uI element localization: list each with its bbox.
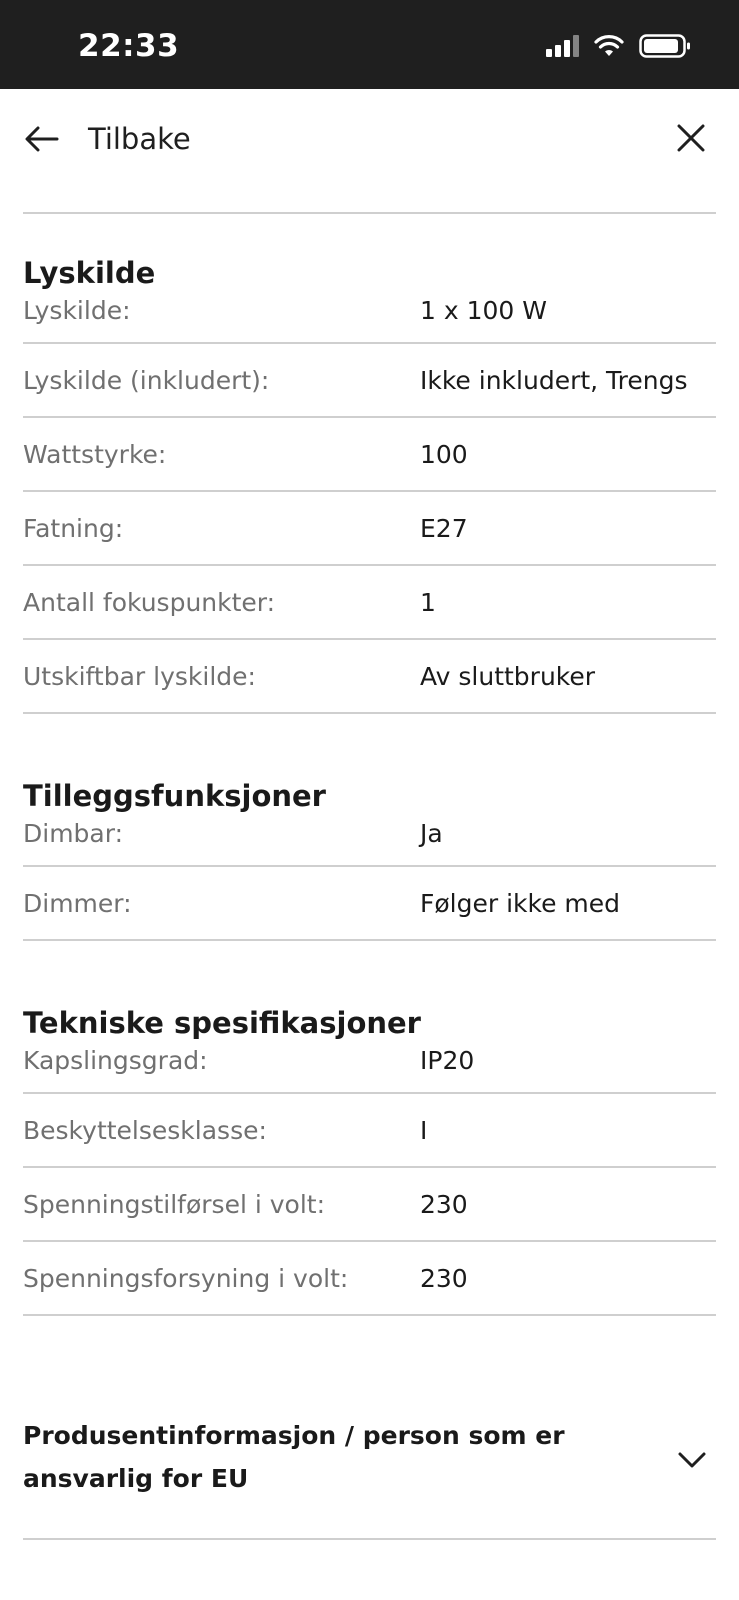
spec-label: Antall fokuspunkter: <box>23 587 276 617</box>
spec-value: Av sluttbruker <box>420 661 596 691</box>
section-lyskilde <box>23 250 716 714</box>
close-icon <box>673 120 709 156</box>
spec-row <box>23 867 716 941</box>
spec-row <box>23 296 716 344</box>
spec-label: Spenningstilførsel i volt: <box>23 1189 326 1219</box>
spec-value: Ja <box>420 819 443 848</box>
status-icons <box>546 34 691 58</box>
back-label[interactable]: Tilbake <box>88 122 191 156</box>
spec-value: 100 <box>420 439 468 469</box>
spec-label: Utskiftbar lyskilde: <box>23 661 256 691</box>
spec-row <box>23 418 716 492</box>
spec-label: Spenningsforsyning i volt: <box>23 1263 349 1293</box>
signal-icon <box>546 35 579 57</box>
spec-label: Beskyttelsesklasse: <box>23 1115 267 1145</box>
arrow-left-icon <box>25 126 59 152</box>
spec-value: Ikke inkludert, Trengs <box>420 365 688 395</box>
section-tekniske-spesifikasjoner <box>23 1000 716 1316</box>
battery-icon <box>639 34 691 58</box>
spec-row <box>23 1094 716 1168</box>
spec-value: I <box>420 1115 428 1145</box>
status-bar <box>0 0 739 89</box>
section-title: Tekniske spesifikasjoner <box>23 1006 421 1040</box>
spec-value: Følger ikke med <box>420 888 621 918</box>
spec-label: Lyskilde (inkludert): <box>23 365 270 395</box>
close-button[interactable] <box>673 120 709 156</box>
spec-row <box>23 1046 716 1094</box>
wifi-icon <box>593 34 625 58</box>
section-title: Lyskilde <box>23 256 156 290</box>
manufacturer-accordion[interactable] <box>23 1400 716 1540</box>
clipped-row <box>23 169 716 214</box>
spec-label: Lyskilde: <box>23 296 131 325</box>
back-button[interactable] <box>22 119 62 159</box>
spec-row <box>23 1242 716 1316</box>
spec-value: E27 <box>420 513 468 543</box>
spec-value: 1 x 100 W <box>420 296 547 325</box>
accordion-title[interactable]: Produsentinformasjon / person som er ansvarlig for EU <box>23 1421 565 1493</box>
spec-label: Fatning: <box>23 513 124 543</box>
spec-label: Wattstyrke: <box>23 439 167 469</box>
spec-row <box>23 344 716 418</box>
spec-row <box>23 640 716 714</box>
spec-row <box>23 1168 716 1242</box>
nav-header <box>0 89 739 179</box>
spec-value: 230 <box>420 1263 468 1293</box>
spec-row <box>23 566 716 640</box>
spec-label: Dimmer: <box>23 888 132 918</box>
section-title: Tilleggsfunksjoner <box>23 779 326 813</box>
spec-label: Kapslingsgrad: <box>23 1046 208 1075</box>
spec-row <box>23 492 716 566</box>
status-time: 22:33 <box>78 28 180 64</box>
chevron-down-icon[interactable] <box>676 1448 708 1472</box>
spec-value: 1 <box>420 587 436 617</box>
spec-row <box>23 819 716 867</box>
spec-label: Dimbar: <box>23 819 123 848</box>
section-tilleggsfunksjoner <box>23 773 716 941</box>
spec-value: IP20 <box>420 1046 475 1075</box>
spec-value: 230 <box>420 1189 468 1219</box>
